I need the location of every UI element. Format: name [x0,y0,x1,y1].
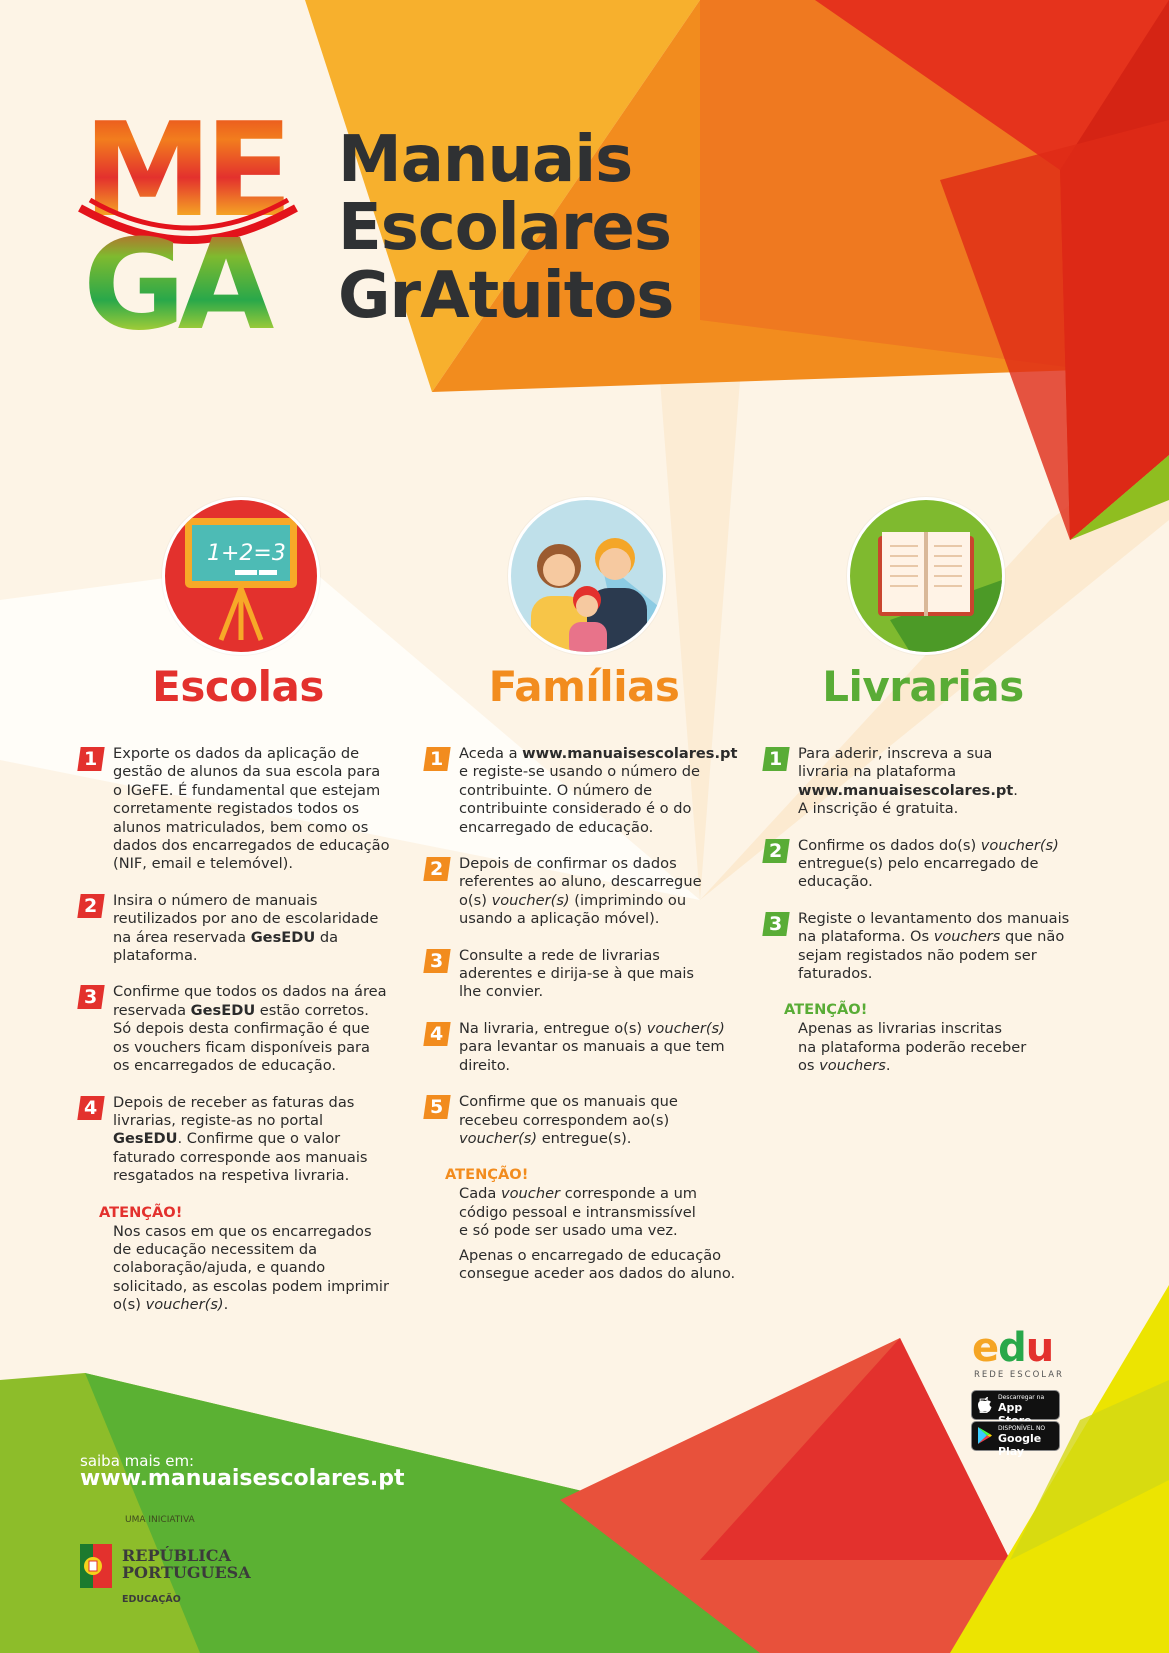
step-number-badge: 3 [423,949,450,973]
step-text: Confirme os dados do(s) voucher(s) entregue(s) pelo encarregado de educação. [798,836,1059,891]
chalkboard-icon [162,497,320,655]
svg-text:ME: ME [83,100,286,246]
step-number-badge: 2 [77,894,104,918]
step-number-badge: 2 [423,857,450,881]
step-text: Confirme que todos os dados na área reservada GesEDU estão corretos. Só depois desta confirmação é que os vouchers ficam disponíveis para os encarregados de educação. [113,983,387,1075]
step-1 [79,745,399,874]
attention-paragraph: Cada voucher corresponde a um código pessoal e intransmissível e só pode ser usado uma vez. [459,1185,698,1240]
appstore-big-text: App [998,1401,1023,1414]
appstore-small-text: Descarregar na [998,1394,1045,1401]
google-big-text: Google Play [998,1432,1042,1458]
familias-column [425,745,745,1289]
step-4 [425,1020,745,1075]
step-number-badge: 4 [77,1096,104,1120]
attention-paragraph: Apenas as livrarias inscritas na plataforma poderão receber os vouchers. [798,1020,1027,1075]
attention-label: ATENÇÃO! [784,1001,868,1019]
attention-label: ATENÇÃO! [99,1203,183,1221]
republica-portuguesa-label [122,1547,251,1581]
apple-logo-icon [978,1396,992,1413]
step-3 [425,947,745,1002]
step-3 [764,910,1084,984]
attention-paragraph: Nos casos em que os encarregados de educação necessitem da colaboração/ajuda, e quando solicitado, as escolas podem imprimir o(s) voucher(s). [113,1222,389,1314]
step-text: Depois de receber as faturas das livrarias, registe-as no portal GesEDU. Confirme que o valor faturado corresponde aos manuais resgatados na respetiva livraria. [113,1093,368,1185]
app-store-button[interactable] [971,1390,1060,1420]
escolas-column [79,745,399,1321]
heading-livrarias: Livrarias [822,662,1024,711]
svg-text:GA: GA [83,213,267,350]
step-text: Na livraria, entregue o(s) voucher(s) para levantar os manuais a que tem direito. [459,1019,725,1074]
step-text: Confirme que os manuais que recebeu correspondem ao(s) voucher(s) entregue(s). [459,1093,678,1147]
step-number-badge: 5 [423,1095,450,1119]
step-text: Para aderir, inscreva a sua livraria na plataforma www.manuaisescolares.pt. A inscrição é gratuita. [798,745,1018,818]
title-escolares: Escolares [338,191,671,265]
heading-escolas: Escolas [152,662,324,711]
step-2 [764,837,1084,892]
step-number-badge: 2 [762,839,789,863]
step-text: Consulte a rede de livrarias aderentes e dirija-se à que mais lhe convier. [459,946,695,1001]
step-text: Depois de confirmar os dados referentes ao aluno, descarregue o(s) voucher(s) (imprimindo ou usando a aplicação móvel). [459,855,702,928]
step-3 [79,983,399,1075]
mega-logo [78,100,318,350]
heading-familias: Famílias [488,662,680,711]
title-gratuitos: GrAtuitos [338,259,674,333]
google-small-text: DISPONÍVEL NO [998,1425,1046,1432]
step-text: Registe o levantamento dos manuais na plataforma. Os vouchers que não sejam registados não podem ser faturados. [798,909,1070,983]
step-number-badge: 1 [762,747,789,771]
step-2 [79,892,399,966]
step-5 [425,1093,745,1148]
livrarias-column [764,745,1084,1082]
attention-text [425,1185,745,1283]
attention-text [79,1223,399,1315]
step-text: Exporte os dados da aplicação de gestão de alunos da sua escola para o IGeFE. É fundamental que estejam corretamente registados todos os alunos matriculados, bem como os dados dos encarregados de educação (NIF, email e telemóvel). [113,745,390,873]
step-number-badge: 1 [77,747,104,771]
republica-text: REPÚBLICA PORTUGUESA [122,1546,251,1582]
attention-text [764,1020,1084,1075]
google-play-button[interactable] [971,1421,1060,1458]
iniciativa-label: UMA INICIATIVA [125,1515,195,1525]
step-number-badge: 3 [77,985,104,1009]
title-manuais: Manuais [338,123,633,197]
edu-logo: edu [972,1325,1054,1371]
saiba-mais-label: saiba mais em: [80,1452,195,1470]
republica-emblem-icon [80,1544,112,1588]
attention-paragraph: Apenas o encarregado de educação consegue aceder aos dados do aluno. [459,1246,736,1282]
attention-label: ATENÇÃO! [445,1166,529,1184]
website-link[interactable]: www.manuaisescolares.pt [80,1466,405,1491]
step-1 [764,745,1084,819]
rede-escolar-label: REDE ESCOLAR [974,1370,1064,1380]
step-number-badge: 4 [423,1022,450,1046]
step-1 [425,745,745,837]
step-text: Insira o número de manuais reutilizados por ano de escolaridade na área reservada GesEDU da plataforma. [113,891,379,965]
open-book-icon [847,497,1005,655]
step-4 [79,1094,399,1186]
google-play-icon [978,1427,992,1444]
educacao-label: EDUCAÇÃO [122,1594,181,1605]
svg-text:1+2=3: 1+2=3 [207,541,286,566]
family-icon [508,497,666,655]
step-number-badge: 1 [423,747,450,771]
step-text: Aceda a www.manuaisescolares.pt e registe-se usando o número de contribuinte. O número de contribuinte considerado é o do encarregado de educação. [459,745,738,836]
step-2 [425,855,745,929]
step-number-badge: 3 [762,912,789,936]
